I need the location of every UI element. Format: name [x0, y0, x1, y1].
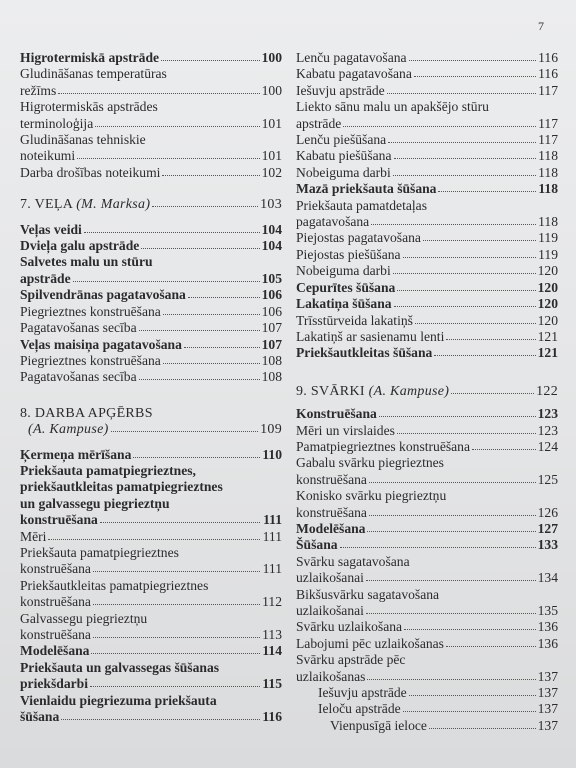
toc-entry-line: Vienlaidu piegriezuma priekšauta [20, 692, 217, 708]
toc-entry-line: Priekšautkleitas pamatpiegrieztnes [20, 577, 209, 593]
toc-entry-line: Galvassegu piegrieztņu [20, 610, 148, 626]
toc-entry: Iešuvju apstrāde 137 [318, 685, 558, 701]
toc-entry: noteikumi 101 [20, 148, 282, 164]
toc-entry: Piejostas piešūšana 119 [296, 246, 558, 262]
toc-entry: uzlaikošanai 135 [296, 603, 558, 618]
toc-entry-line: Svārku sagatavošana [296, 553, 410, 569]
toc-entry: Mazā priekšauta šūšana 118 [296, 181, 558, 197]
toc-entry: Veļas maisiņa pagatavošana 107 [20, 336, 282, 352]
toc-entry-line: Gabalu svārku piegrieztnes [296, 455, 444, 471]
page-number: 7 [538, 19, 544, 33]
toc-entry: Pagatavošanas secība 108 [20, 369, 282, 385]
toc-entry: Pagatavošanas secība 107 [20, 320, 282, 336]
toc-entry: konstruēšana 112 [20, 594, 282, 610]
toc-entry: Darba drošības noteikumi 102 [20, 164, 282, 180]
toc-entry: Veļas veidi 104 [20, 221, 282, 237]
toc-entry: uzlaikošanai 134 [296, 570, 558, 586]
toc-entry: Vienpusīgā ieloce 137 [330, 717, 558, 733]
toc-entry: šūšana 116 [20, 709, 282, 725]
toc-entry: Modelēšana 114 [20, 643, 282, 659]
toc-entry-line: Priekšauta pamatpiegrieztnes [20, 544, 179, 560]
toc-entry: konstruēšana 126 [296, 504, 558, 520]
toc-entry: Ieloču apstrāde 137 [318, 701, 558, 717]
toc-entry-line: Higrotermiskās apstrādes [20, 99, 158, 115]
toc-entry: Lakatiņš ar sasienamu lenti 121 [296, 328, 558, 344]
toc-entry-line: un galvassegu piegrieztņu [20, 495, 170, 511]
toc-entry-line: Priekšauta un galvassegas šūšanas [20, 659, 220, 675]
toc-entry: Lenču piešūšana 117 [296, 132, 558, 148]
toc-entry: Higrotermiskā apstrāde 100 [20, 50, 282, 65]
toc-entry: Piegrieztnes konstruēšana 106 [20, 303, 282, 319]
toc-entry: Lakatiņa šūšana 120 [296, 296, 558, 312]
chapter-heading: 7. VEĻA (M. Marksa) 103 [20, 197, 282, 213]
toc-entry: Priekšautkleitas šūšana 121 [296, 345, 558, 361]
toc-entry: Cepurītes šūšana 120 [296, 279, 558, 295]
toc-entry: Mēri 111 [20, 528, 282, 544]
toc-entry: Piegrieztnes konstruēšana 108 [20, 352, 282, 368]
toc-entry: pagatavošana 118 [296, 214, 558, 230]
toc-entry: Dvieļa galu apstrāde 104 [20, 238, 282, 254]
toc-entry-line: Bikšusvārku sagatavošana [296, 586, 440, 602]
toc-entry: Lenču pagatavošana 116 [296, 50, 558, 65]
toc-entry: konstruēšana 111 [20, 512, 282, 528]
toc-entry: Pamatpiegrieztnes konstruēšana 124 [296, 438, 558, 454]
toc-entry-line: Priekšauta pamatpiegrieztnes, [20, 462, 196, 478]
toc-entry: Trīsstūrveida lakatiņš 120 [296, 312, 558, 328]
toc-entry: Kabatu piešūšana 118 [296, 148, 558, 164]
chapter-heading: 9. SVĀRKI (A. Kampuse) 122 [296, 383, 558, 399]
toc-entry-line: Gludināšanas tehniskie [20, 132, 146, 148]
toc-entry-line: priekšautkleitas pamatpiegrieztnes [20, 479, 223, 495]
toc-entry: uzlaikošanas 137 [296, 668, 558, 684]
toc-entry: priekšdarbi 115 [20, 676, 282, 692]
toc-entry: Šūšana 133 [296, 537, 558, 553]
toc-entry: konstruēšana 111 [20, 561, 282, 577]
toc-right-column [296, 50, 558, 734]
toc-entry: režīms 100 [20, 82, 282, 98]
toc-entry-line: Gludināšanas temperatūras [20, 66, 167, 82]
toc-entry: Konstruēšana 123 [296, 406, 558, 422]
toc-entry: Modelēšana 127 [296, 520, 558, 536]
toc-entry-line: Svārku apstrāde pēc [296, 652, 406, 668]
toc-entry: Spilvendrānas pagatavošana 106 [20, 287, 282, 303]
toc-entry: terminoloģija 101 [20, 115, 282, 131]
toc-entry: Iešuvju apstrāde 117 [296, 82, 558, 98]
toc-entry: apstrāde 105 [20, 270, 282, 286]
toc-entry-line: Salvetes malu un stūru [20, 254, 153, 270]
toc-entry: Labojumi pēc uzlaikošanas 136 [296, 635, 558, 651]
toc-entry-line: Konisko svārku piegrieztņu [296, 488, 447, 504]
toc-entry: Kabatu pagatavošana 116 [296, 66, 558, 82]
chapter-author: (A. Kampuse) 109 [28, 422, 282, 438]
chapter-heading: 8. DARBA APĢĒRBS [20, 405, 153, 421]
toc-left-column [20, 50, 282, 725]
toc-entry-line: Liekto sānu malu un apakšējo stūru [296, 99, 489, 115]
toc-entry: konstruēšana 113 [20, 627, 282, 642]
toc-entry: Nobeiguma darbi 118 [296, 164, 558, 180]
toc-entry: Ķermeņa mērīšana 110 [20, 446, 282, 462]
toc-entry: Nobeiguma darbi 120 [296, 263, 558, 279]
toc-entry: apstrāde 117 [296, 115, 558, 131]
toc-entry-line: Priekšauta pamatdetaļas [296, 197, 427, 213]
toc-entry: Piejostas pagatavošana 119 [296, 230, 558, 246]
toc-entry: konstruēšana 125 [296, 471, 558, 487]
toc-entry: Mēri un virslaides 123 [296, 422, 558, 438]
toc-entry: Svārku uzlaikošana 136 [296, 619, 558, 635]
